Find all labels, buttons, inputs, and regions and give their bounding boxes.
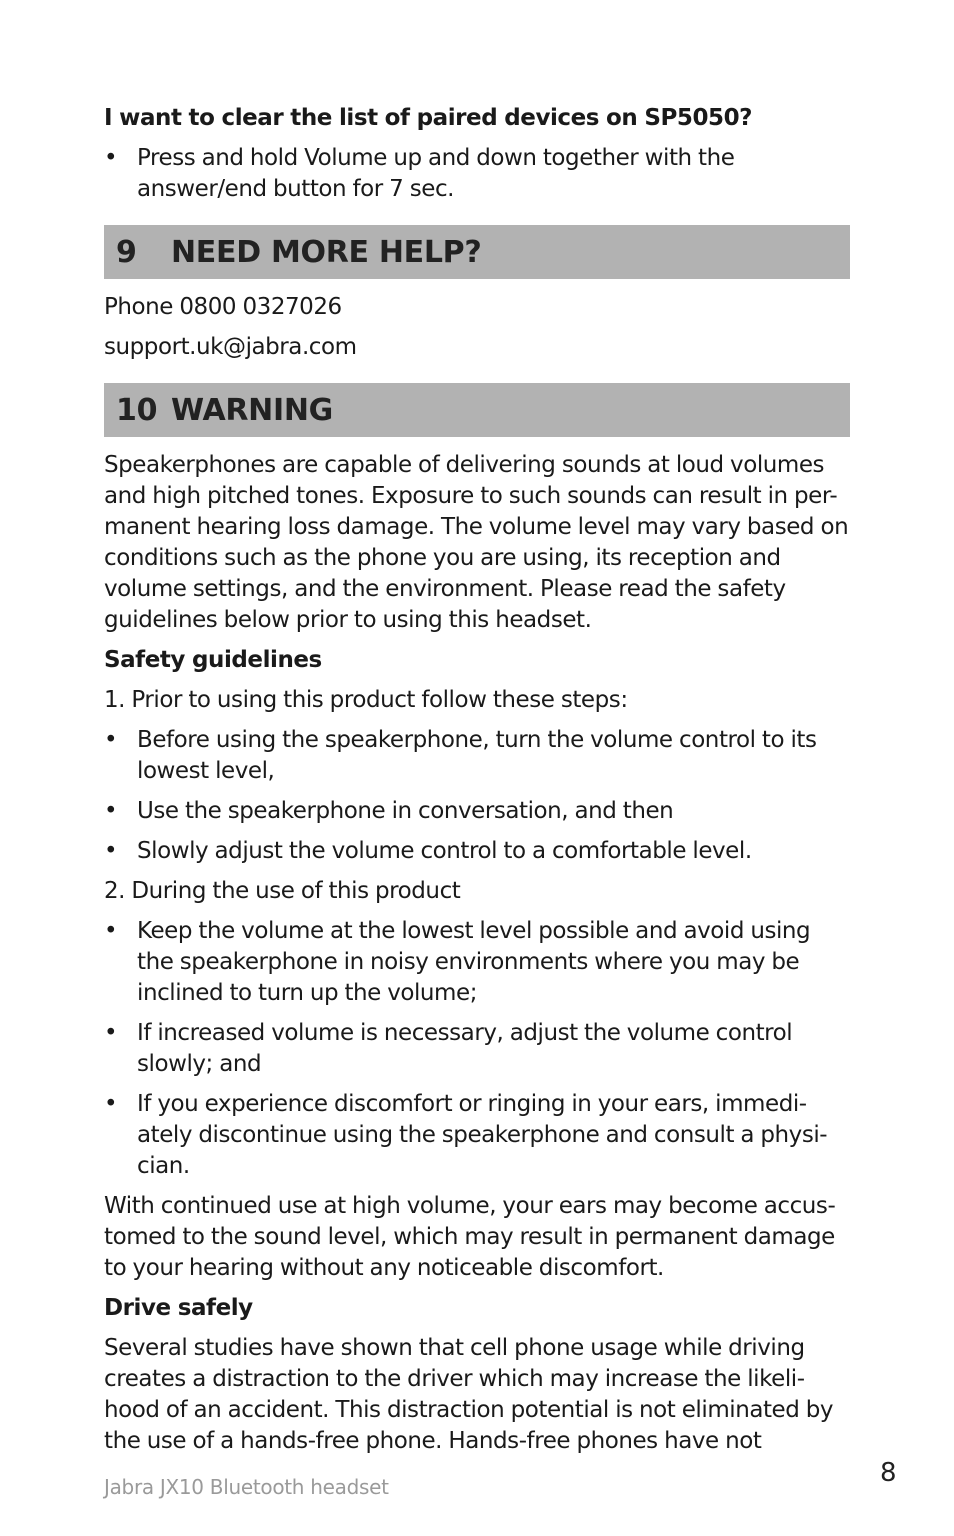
warning-intro: Speakerphones are capable of delivering sounds at loud volumes and high pitched tones. Exposure to such sounds can result in per-manent hearing loss damage. The volume level may vary based on conditions such as the phone you are using, its reception and volume settings, and the environment. Please read the safety guidelines below prior to using this headset. [104,452,849,633]
section-number: 9 [116,234,137,270]
safety-guidelines-heading: Safety guidelines [104,647,322,673]
list-item-text: Before using the speakerphone, turn the volume control to its lowest level, [137,727,817,784]
drive-safely-text: Several studies have shown that cell phone usage while driving creates a distraction to the driver which may increase the likeli-hood of an accident. This distraction potential is not eliminated by the use of a hands-free phone. Hands-free phones have not [104,1335,834,1454]
bullet-icon: • [104,145,118,171]
list-item-text: Use the speakerphone in conversation, and then [137,798,674,824]
list-item [104,1018,850,1080]
step-2-intro: 2. During the use of this product [104,878,461,904]
support-email: support.uk@jabra.com [104,334,357,360]
section-title: NEED MORE HELP? [171,234,482,270]
bullet-icon: • [104,727,118,753]
continued-use-warning: With continued use at high volume, your ears may become accus-tomed to the sound level, which may result in permanent damage to your hearing without any noticeable discomfort. [104,1193,836,1281]
list-item [104,725,850,787]
bullet-icon: • [104,1020,118,1046]
list-item [104,796,850,827]
page-number: 8 [880,1458,897,1488]
bullet-icon: • [104,838,118,864]
footer-product-name: Jabra JX10 Bluetooth headset [104,1475,389,1499]
manual-page-content [104,103,850,1457]
faq-question: I want to clear the list of paired devices on SP5050? [104,105,753,131]
step-1-intro: 1. Prior to using this product follow these steps: [104,687,628,713]
list-item-text: Slowly adjust the volume control to a comfortable level. [137,838,752,864]
list-item-text: Keep the volume at the lowest level possible and avoid using the speakerphone in noisy environments where you may be inclined to turn up the volume; [137,918,811,1006]
list-item [104,916,850,1009]
bullet-icon: • [104,918,118,944]
section-title: WARNING [171,392,333,428]
list-item-text: If you experience discomfort or ringing in your ears, immedi-ately discontinue using the speakerphone and consult a physi-cian. [137,1091,828,1179]
section-number: 10 [116,392,158,428]
faq-answer: Press and hold Volume up and down together with the answer/end button for 7 sec. [137,145,735,202]
bullet-icon: • [104,1091,118,1117]
faq-answer-item [104,143,850,205]
list-item [104,1089,850,1182]
support-phone: Phone 0800 0327026 [104,294,342,320]
drive-safely-heading: Drive safely [104,1295,253,1321]
section-header-warning [104,383,850,437]
section-header-need-more-help [104,225,850,279]
list-item [104,836,850,867]
list-item-text: If increased volume is necessary, adjust the volume control slowly; and [137,1020,793,1077]
bullet-icon: • [104,798,118,824]
